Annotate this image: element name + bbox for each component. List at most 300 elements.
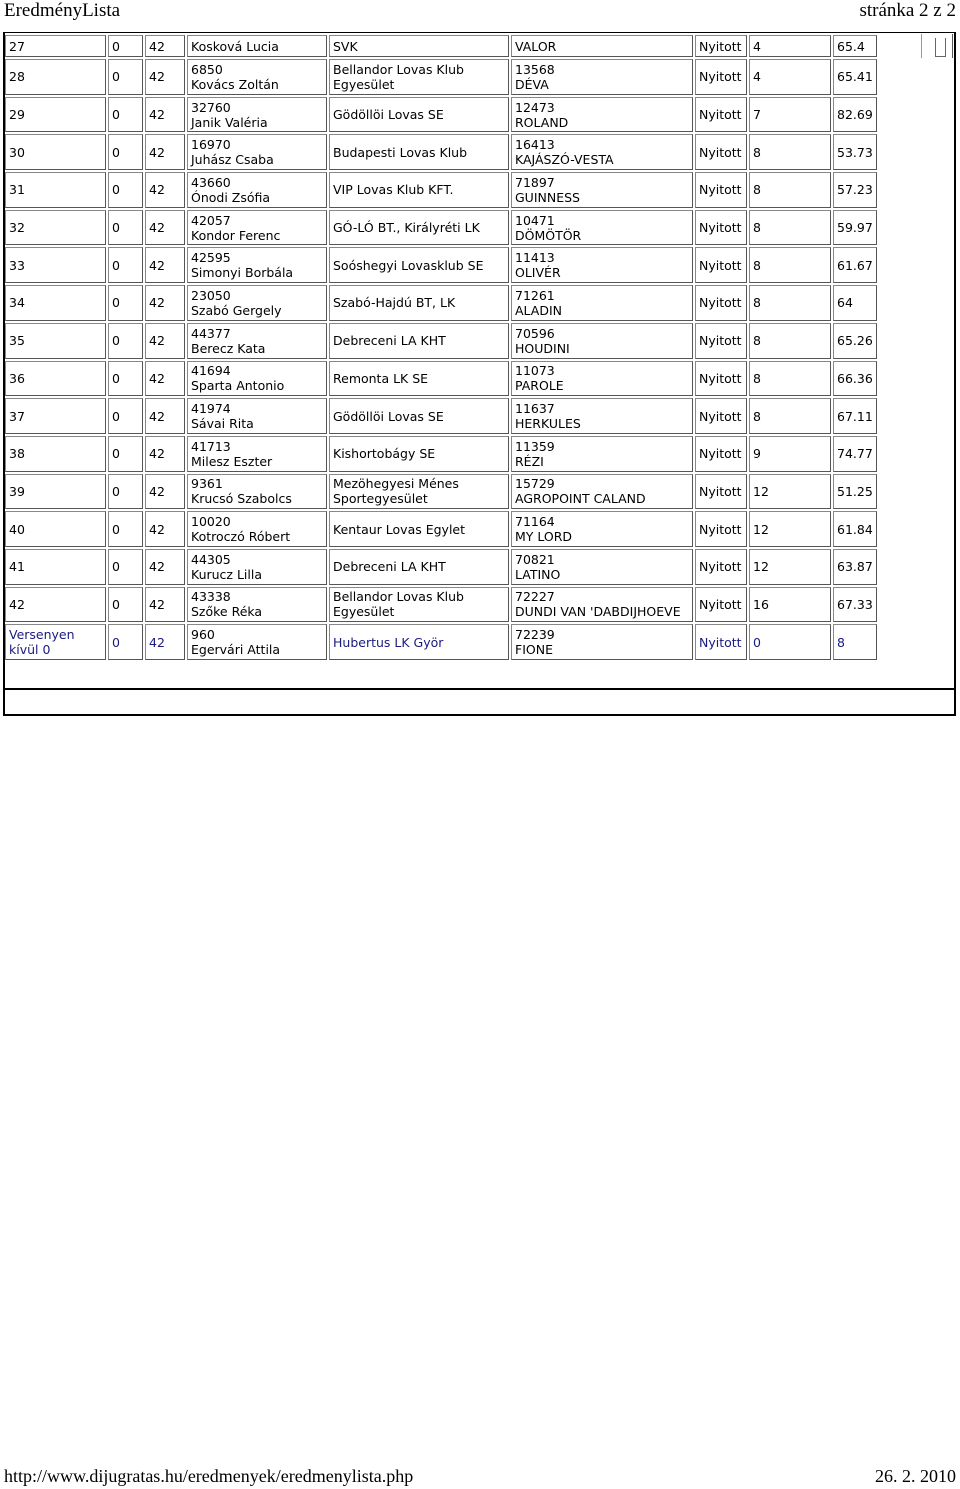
club-cell — [329, 323, 509, 359]
table-row — [5, 323, 877, 359]
rider-id-link[interactable]: 44305 — [191, 551, 231, 567]
z-value: 0 — [112, 596, 120, 612]
status-value: Nyitott — [699, 521, 742, 537]
status-cell — [695, 436, 747, 472]
rider-name-link[interactable]: Sávai Rita — [191, 416, 254, 432]
z-value: 0 — [112, 370, 120, 386]
time-cell — [833, 247, 877, 283]
horse-cell[interactable] — [511, 511, 693, 547]
rank-value: 28 — [9, 69, 25, 85]
status-cell — [695, 97, 747, 133]
club-name: Bellandor Lovas Klub — [333, 61, 464, 77]
rider-cell[interactable] — [187, 624, 327, 660]
rider-name-link[interactable]: Juhász Csaba — [191, 152, 274, 168]
rider-name-link[interactable]: Egervári Attila — [191, 642, 281, 658]
club-cell — [329, 474, 509, 510]
time-cell — [833, 285, 877, 321]
rank-value: 35 — [9, 333, 25, 349]
results-table — [3, 33, 879, 662]
t-value: 42 — [149, 69, 165, 85]
rider-id-link[interactable]: 41694 — [191, 363, 231, 379]
document-title: EredményLista — [4, 0, 121, 21]
rider-id-link[interactable]: 42057 — [191, 212, 231, 228]
z-cell — [108, 398, 143, 434]
t-cell — [145, 59, 185, 95]
horse-cell[interactable] — [511, 35, 693, 57]
faults-cell — [749, 549, 831, 585]
rider-name-link[interactable]: Kovács Zoltán — [191, 76, 279, 92]
faults-cell — [749, 59, 831, 95]
frame-bottom-bar — [5, 688, 954, 714]
faults-cell — [749, 323, 831, 359]
page-footer — [0, 1466, 960, 1488]
faults-cell — [749, 247, 831, 283]
z-value: 0 — [112, 107, 120, 123]
rider-name-link[interactable]: Kondor Ferenc — [191, 227, 281, 243]
horse-name-link[interactable]: LATINO — [515, 566, 561, 582]
t-cell — [145, 247, 185, 283]
club-cell — [329, 361, 509, 397]
time-value: 61.67 — [837, 257, 873, 273]
rider-cell[interactable] — [187, 210, 327, 246]
club-name: Debreceni LA KHT — [333, 559, 446, 575]
t-value: 42 — [149, 408, 165, 424]
faults-value: 12 — [753, 483, 769, 499]
rider-id-link[interactable]: 9361 — [191, 476, 223, 492]
t-value: 42 — [149, 220, 165, 236]
rider-name-link[interactable]: Szőke Réka — [191, 604, 263, 620]
rank-cell — [5, 398, 106, 434]
z-cell — [108, 587, 143, 623]
rider-cell[interactable] — [187, 511, 327, 547]
horse-cell[interactable] — [511, 134, 693, 170]
status-cell — [695, 210, 747, 246]
rider-cell[interactable] — [187, 474, 327, 510]
status-cell — [695, 474, 747, 510]
z-value: 0 — [112, 182, 120, 198]
horse-cell[interactable] — [511, 59, 693, 95]
rider-name-link[interactable]: Kosková Lucia — [191, 38, 279, 54]
horse-id-link[interactable]: 71261 — [515, 287, 555, 303]
faults-cell — [749, 172, 831, 208]
time-value: 64 — [837, 295, 853, 311]
footer-date: 26. 2. 2010 — [875, 1466, 956, 1486]
status-cell — [695, 323, 747, 359]
horse-cell[interactable] — [511, 436, 693, 472]
rank-cell — [5, 134, 106, 170]
faults-value: 0 — [753, 634, 761, 650]
horse-id-link[interactable]: 71164 — [515, 514, 555, 530]
rank-value: 36 — [9, 370, 25, 386]
time-cell — [833, 624, 877, 660]
t-cell — [145, 398, 185, 434]
faults-value: 8 — [753, 144, 761, 160]
status-value: Nyitott — [699, 107, 742, 123]
horse-id-link[interactable]: 11359 — [515, 438, 555, 454]
table-row — [5, 587, 877, 623]
rider-name-link[interactable]: Szabó Gergely — [191, 302, 282, 318]
status-cell — [695, 361, 747, 397]
horse-id-link[interactable]: 70821 — [515, 551, 555, 567]
z-value: 0 — [112, 446, 120, 462]
time-cell — [833, 474, 877, 510]
t-cell — [145, 134, 185, 170]
faults-value: 8 — [753, 408, 761, 424]
table-row — [5, 97, 877, 133]
z-cell — [108, 59, 143, 95]
faults-cell — [749, 285, 831, 321]
rank-cell — [5, 624, 106, 660]
horse-id-link[interactable]: 11073 — [515, 363, 555, 379]
z-value: 0 — [112, 295, 120, 311]
time-cell — [833, 210, 877, 246]
z-value: 0 — [112, 559, 120, 575]
status-cell — [695, 511, 747, 547]
horse-cell[interactable] — [511, 549, 693, 585]
rider-id-link[interactable]: 42595 — [191, 250, 231, 266]
club-cell — [329, 172, 509, 208]
rank-cell — [5, 285, 106, 321]
horse-name-link[interactable]: AGROPOINT CALAND — [515, 491, 646, 507]
rider-cell[interactable] — [187, 35, 327, 57]
horse-id-link[interactable]: 12473 — [515, 99, 555, 115]
rider-cell[interactable] — [187, 285, 327, 321]
z-value: 0 — [112, 483, 120, 499]
rider-name-link[interactable]: Kurucz Lilla — [191, 566, 263, 582]
faults-value: 8 — [753, 333, 761, 349]
rank-value: 40 — [9, 521, 25, 537]
z-value: 0 — [112, 634, 120, 650]
club-name: Soóshegyi Lovasklub SE — [333, 257, 484, 273]
faults-value: 9 — [753, 446, 761, 462]
z-cell — [108, 210, 143, 246]
horse-id-link[interactable]: 11413 — [515, 250, 555, 266]
table-row — [5, 474, 877, 510]
horse-name-link[interactable]: FIONE — [515, 642, 553, 658]
status-cell — [695, 247, 747, 283]
rider-id-link[interactable]: 16970 — [191, 137, 231, 153]
rider-cell[interactable] — [187, 361, 327, 397]
status-cell — [695, 134, 747, 170]
club-cell — [329, 436, 509, 472]
rider-name-link[interactable]: Berecz Kata — [191, 340, 266, 356]
z-value: 0 — [112, 220, 120, 236]
t-cell — [145, 285, 185, 321]
club-name: Kishortobágy SE — [333, 446, 436, 462]
rider-cell[interactable] — [187, 436, 327, 472]
rider-id-link[interactable]: 43660 — [191, 174, 231, 190]
footer-url: http://www.dijugratas.hu/eredmenyek/eredmenylista.php — [4, 1466, 414, 1486]
time-cell — [833, 361, 877, 397]
rider-cell[interactable] — [187, 247, 327, 283]
z-cell — [108, 361, 143, 397]
rider-name-link[interactable]: Krucsó Szabolcs — [191, 491, 292, 507]
horse-name-link[interactable]: HOUDINI — [515, 340, 570, 356]
z-cell — [108, 511, 143, 547]
club-name: SVK — [333, 38, 358, 54]
rider-name-link[interactable]: Janik Valéria — [191, 114, 268, 130]
club-name: Gödöllöi Lovas SE — [333, 107, 444, 123]
status-value: Nyitott — [699, 408, 742, 424]
time-value: 82.69 — [837, 107, 873, 123]
rider-id-link[interactable]: 41974 — [191, 401, 231, 417]
horse-name-link[interactable]: MY LORD — [515, 529, 573, 545]
t-cell — [145, 511, 185, 547]
horse-cell[interactable] — [511, 323, 693, 359]
horse-cell[interactable] — [511, 398, 693, 434]
rank-cell — [5, 474, 106, 510]
horse-name-link[interactable]: HERKULES — [515, 416, 581, 432]
rank-cell — [5, 247, 106, 283]
club-name: Kentaur Lovas Egylet — [333, 521, 466, 537]
club-cell — [329, 210, 509, 246]
horse-name-link[interactable]: ROLAND — [515, 114, 569, 130]
time-value: 57.23 — [837, 182, 873, 198]
club-cell — [329, 97, 509, 133]
club-cell — [329, 624, 509, 660]
status-value: Nyitott — [699, 559, 742, 575]
status-value: Nyitott — [699, 38, 742, 54]
time-value: 74.77 — [837, 446, 873, 462]
club-name: Remonta LK SE — [333, 370, 429, 386]
status-cell — [695, 59, 747, 95]
rider-cell[interactable] — [187, 97, 327, 133]
rank-cell — [5, 35, 106, 57]
z-cell — [108, 247, 143, 283]
time-cell — [833, 97, 877, 133]
rank-value: Versenyen — [9, 627, 75, 643]
horse-id-link[interactable]: 72239 — [515, 627, 555, 643]
horse-name-link[interactable]: DÉVA — [515, 76, 549, 92]
time-value: 65.26 — [837, 333, 873, 349]
rider-name-link[interactable]: Simonyi Borbála — [191, 265, 294, 281]
rider-id-link[interactable]: 10020 — [191, 514, 231, 530]
horse-name-link[interactable]: RÉZI — [515, 453, 544, 469]
t-value: 42 — [149, 634, 165, 650]
rank-cell — [5, 361, 106, 397]
status-cell — [695, 398, 747, 434]
club-name: Hubertus LK Györ — [333, 634, 444, 650]
horse-cell[interactable] — [511, 172, 693, 208]
rider-name-link[interactable]: Kotroczó Róbert — [191, 529, 291, 545]
faults-cell — [749, 134, 831, 170]
t-value: 42 — [149, 521, 165, 537]
z-cell — [108, 549, 143, 585]
t-cell — [145, 323, 185, 359]
time-cell — [833, 35, 877, 57]
rider-cell[interactable] — [187, 323, 327, 359]
faults-cell — [749, 210, 831, 246]
rider-cell[interactable] — [187, 59, 327, 95]
horse-id-link[interactable]: 10471 — [515, 212, 555, 228]
t-cell — [145, 97, 185, 133]
time-cell — [833, 398, 877, 434]
faults-cell — [749, 361, 831, 397]
rider-id-link[interactable]: 44377 — [191, 325, 231, 341]
time-cell — [833, 134, 877, 170]
rider-cell[interactable] — [187, 549, 327, 585]
z-value: 0 — [112, 257, 120, 273]
horse-id-link[interactable]: 70596 — [515, 325, 555, 341]
z-cell — [108, 474, 143, 510]
rank-value: 30 — [9, 144, 25, 160]
page-number: stránka 2 z 2 — [859, 0, 956, 21]
rider-id-link[interactable]: 23050 — [191, 287, 231, 303]
rider-cell[interactable] — [187, 172, 327, 208]
faults-value: 12 — [753, 559, 769, 575]
club-name: Budapesti Lovas Klub — [333, 144, 468, 160]
z-value: 0 — [112, 69, 120, 85]
rank-cell — [5, 436, 106, 472]
horse-id-link[interactable]: 16413 — [515, 137, 555, 153]
horse-name-link[interactable]: DUNDI VAN 'DABDIJHOEVE — [515, 604, 681, 620]
horse-cell[interactable] — [511, 361, 693, 397]
rank-value: 39 — [9, 483, 25, 499]
horse-id-link[interactable]: 72227 — [515, 589, 555, 605]
horse-id-link[interactable]: 11637 — [515, 401, 555, 417]
time-value: 66.36 — [837, 370, 873, 386]
rank-value: 37 — [9, 408, 25, 424]
table-row — [5, 172, 877, 208]
faults-value: 4 — [753, 69, 761, 85]
club-name: Gödöllöi Lovas SE — [333, 408, 444, 424]
time-value: 51.25 — [837, 483, 873, 499]
club-name-line2: Egyesület — [333, 76, 395, 92]
horse-name-link[interactable]: KAJÁSZÓ-VESTA — [515, 152, 614, 168]
horse-name-link[interactable]: OLIVÉR — [515, 265, 561, 281]
status-value: Nyitott — [699, 182, 742, 198]
time-cell — [833, 436, 877, 472]
time-cell — [833, 172, 877, 208]
z-cell — [108, 323, 143, 359]
status-value: Nyitott — [699, 144, 742, 160]
rider-cell[interactable] — [187, 398, 327, 434]
rank-cell — [5, 210, 106, 246]
club-cell — [329, 398, 509, 434]
horse-id-link[interactable]: 71897 — [515, 174, 555, 190]
status-value: Nyitott — [699, 257, 742, 273]
rider-name-link[interactable]: Ónodi Zsófia — [191, 189, 271, 205]
faults-value: 8 — [753, 295, 761, 311]
faults-value: 16 — [753, 596, 769, 612]
rank-value: 27 — [9, 38, 25, 54]
rider-id-link[interactable]: 32760 — [191, 99, 231, 115]
t-value: 42 — [149, 370, 165, 386]
rider-id-link[interactable]: 6850 — [191, 61, 223, 77]
horse-name-link[interactable]: PAROLE — [515, 378, 564, 394]
club-cell — [329, 35, 509, 57]
z-cell — [108, 285, 143, 321]
rider-cell[interactable] — [187, 587, 327, 623]
t-cell — [145, 587, 185, 623]
rider-cell[interactable] — [187, 134, 327, 170]
horse-id-link[interactable]: 15729 — [515, 476, 555, 492]
rank-value: 29 — [9, 107, 25, 123]
scrollbar-stub — [921, 34, 953, 58]
table-row — [5, 361, 877, 397]
horse-cell[interactable] — [511, 624, 693, 660]
horse-id-link[interactable]: 13568 — [515, 61, 555, 77]
time-cell — [833, 549, 877, 585]
t-cell — [145, 172, 185, 208]
table-row — [5, 210, 877, 246]
time-cell — [833, 587, 877, 623]
horse-cell[interactable] — [511, 285, 693, 321]
t-value: 42 — [149, 107, 165, 123]
t-value: 42 — [149, 483, 165, 499]
z-cell — [108, 624, 143, 660]
club-cell — [329, 549, 509, 585]
rank-value-line2: kívül 0 — [9, 642, 51, 658]
rank-value: 38 — [9, 446, 25, 462]
rider-name-link[interactable]: Milesz Eszter — [191, 453, 273, 469]
z-cell — [108, 35, 143, 57]
t-cell — [145, 474, 185, 510]
club-name: VIP Lovas Klub KFT. — [333, 182, 454, 198]
rider-id-link[interactable]: 43338 — [191, 589, 231, 605]
faults-cell — [749, 624, 831, 660]
faults-value: 4 — [753, 38, 761, 54]
horse-cell[interactable] — [511, 97, 693, 133]
horse-cell[interactable] — [511, 474, 693, 510]
faults-cell — [749, 97, 831, 133]
rider-id-link[interactable]: 41713 — [191, 438, 231, 454]
club-name-line2: Sportegyesület — [333, 491, 428, 507]
club-cell — [329, 285, 509, 321]
horse-name-link[interactable]: ALADIN — [515, 302, 563, 318]
status-value: Nyitott — [699, 446, 742, 462]
t-value: 42 — [149, 295, 165, 311]
horse-cell[interactable] — [511, 247, 693, 283]
t-value: 42 — [149, 333, 165, 349]
z-cell — [108, 172, 143, 208]
horse-name-link[interactable]: DÖMÖTÖR — [515, 227, 582, 243]
faults-cell — [749, 587, 831, 623]
club-name-line2: Egyesület — [333, 604, 395, 620]
status-value: Nyitott — [699, 370, 742, 386]
status-value: Nyitott — [699, 295, 742, 311]
faults-value: 8 — [753, 257, 761, 273]
z-value: 0 — [112, 408, 120, 424]
table-row — [5, 511, 877, 547]
rank-cell — [5, 323, 106, 359]
status-value: Nyitott — [699, 69, 742, 85]
horse-cell[interactable] — [511, 587, 693, 623]
t-value: 42 — [149, 144, 165, 160]
table-row — [5, 247, 877, 283]
horse-cell[interactable] — [511, 210, 693, 246]
z-value: 0 — [112, 333, 120, 349]
club-name: Bellandor Lovas Klub — [333, 589, 464, 605]
status-cell — [695, 549, 747, 585]
club-cell — [329, 587, 509, 623]
rider-name-link[interactable]: Sparta Antonio — [191, 378, 285, 394]
time-value: 67.33 — [837, 596, 873, 612]
time-value: 59.97 — [837, 220, 873, 236]
club-cell — [329, 59, 509, 95]
rider-id-link[interactable]: 960 — [191, 627, 215, 643]
t-value: 42 — [149, 446, 165, 462]
horse-name-link[interactable]: GUINNESS — [515, 189, 580, 205]
faults-cell — [749, 511, 831, 547]
faults-value: 12 — [753, 521, 769, 537]
club-name: Debreceni LA KHT — [333, 333, 446, 349]
horse-name-link[interactable]: VALOR — [515, 38, 557, 54]
table-row — [5, 59, 877, 95]
table-row — [5, 436, 877, 472]
time-value: 61.84 — [837, 521, 873, 537]
rank-cell — [5, 59, 106, 95]
